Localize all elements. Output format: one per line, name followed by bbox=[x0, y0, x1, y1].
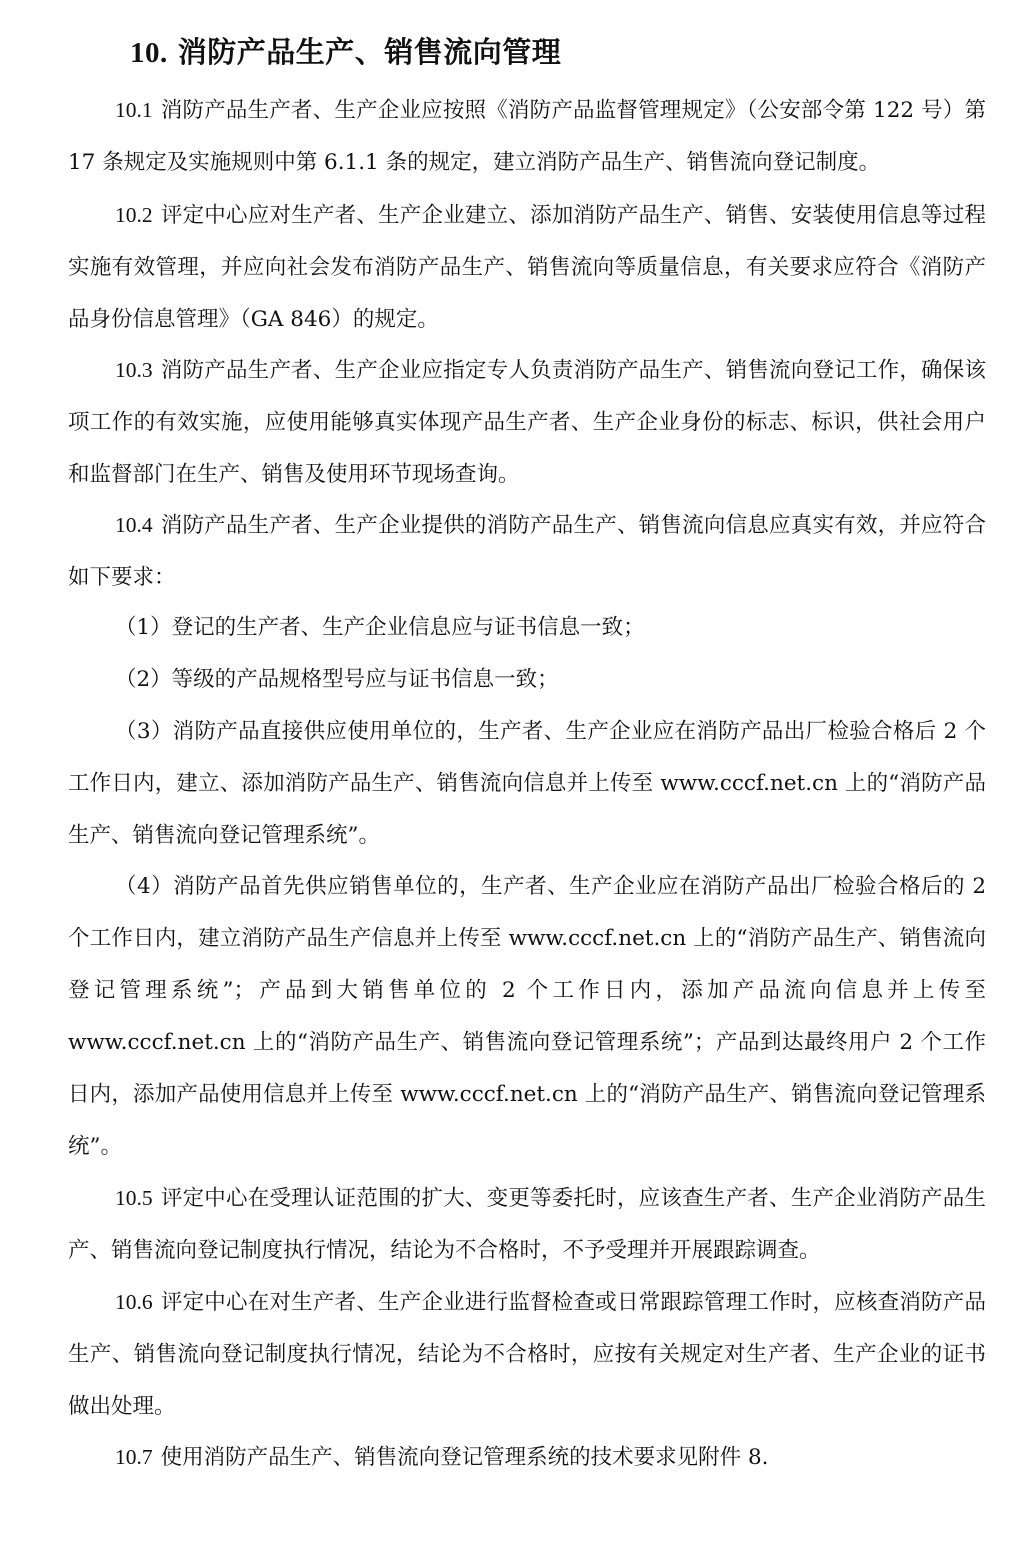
clause-number: 10.4 bbox=[115, 513, 153, 537]
clause-number: 10.5 bbox=[115, 1186, 153, 1210]
clause-text: 评定中心在对生产者、生产企业进行监督检查或日常跟踪管理工作时，应核查消防产品生产、销售流向登记制度执行情况，结论为不合格时，应按有关规定对生产者、生产企业的证书做出处理。 bbox=[68, 1290, 986, 1419]
clause-number: 10.3 bbox=[115, 358, 153, 382]
paragraph-10-5 bbox=[68, 1172, 986, 1277]
paragraph-10-4 bbox=[68, 499, 986, 604]
requirement-item-3: （3）消防产品直接供应使用单位的，生产者、生产企业应在消防产品出厂检验合格后 2 个工作日内，建立、添加消防产品生产、销售流向信息并上传至 www.cccf.net.cn 上的“消防产品生产、销售流向登记管理系统”。 bbox=[68, 719, 986, 848]
clause-text: 评定中心在受理认证范围的扩大、变更等委托时，应该查生产者、生产企业消防产品生产、销售流向登记制度执行情况，结论为不合格时，不予受理并开展跟踪调查。 bbox=[68, 1186, 986, 1263]
clause-number: 10.6 bbox=[115, 1290, 153, 1314]
clause-text: 评定中心应对生产者、生产企业建立、添加消防产品生产、销售、安装使用信息等过程实施有效管理，并应向社会发布消防产品生产、销售流向等质量信息，有关要求应符合《消防产品身份信息管理》（GA 846）的规定。 bbox=[68, 203, 986, 332]
clause-text: 消防产品生产者、生产企业提供的消防产品生产、销售流向信息应真实有效，并应符合如下要求： bbox=[68, 513, 986, 590]
clause-text: 使用消防产品生产、销售流向登记管理系统的技术要求见附件 8. bbox=[160, 1445, 769, 1470]
clause-number: 10.7 bbox=[115, 1445, 153, 1469]
paragraph-10-3 bbox=[68, 344, 986, 501]
requirement-item-4: （4）消防产品首先供应销售单位的，生产者、生产企业应在消防产品出厂检验合格后的 2 个工作日内，建立消防产品生产信息并上传至 www.cccf.net.cn 上的“消防产品生产、销售流向登记管理系统”；产品到大销售单位的 2 个工作日内，添加产品流向信息并上传至 www.cccf.net.cn 上的“消防产品生产、销售流向登记管理系统”；产品到达最终用户 2 个工作日内，添加产品使用信息并上传至 www.cccf.net.cn 上的“消防产品生产、销售流向登记管理系统”。 bbox=[68, 874, 986, 1159]
clause-text: 消防产品生产者、生产企业应按照《消防产品监督管理规定》（公安部令第 122 号）第 17 条规定及实施规则中第 6.1.1 条的规定，建立消防产品生产、销售流向登记制度。 bbox=[68, 98, 986, 175]
paragraph-10-2 bbox=[68, 189, 986, 346]
clause-number: 10.2 bbox=[115, 203, 153, 227]
paragraph-10-1 bbox=[68, 84, 986, 189]
paragraph-10-6 bbox=[68, 1276, 986, 1433]
paragraph-10-7 bbox=[68, 1431, 986, 1484]
section-title-text: 消防产品生产、销售流向管理 bbox=[177, 35, 562, 69]
clause-number: 10.1 bbox=[115, 98, 153, 122]
requirement-item-2: （2）等级的产品规格型号应与证书信息一致； bbox=[115, 667, 559, 692]
clause-text: 消防产品生产者、生产企业应指定专人负责消防产品生产、销售流向登记工作，确保该项工作的有效实施，应使用能够真实体现产品生产者、生产企业身份的标志、标识，供社会用户和监督部门在生产、销售及使用环节现场查询。 bbox=[68, 358, 986, 487]
requirement-item-1: （1）登记的生产者、生产企业信息应与证书信息一致； bbox=[115, 615, 645, 640]
section-title bbox=[130, 30, 561, 75]
section-number: 10. bbox=[130, 37, 168, 69]
